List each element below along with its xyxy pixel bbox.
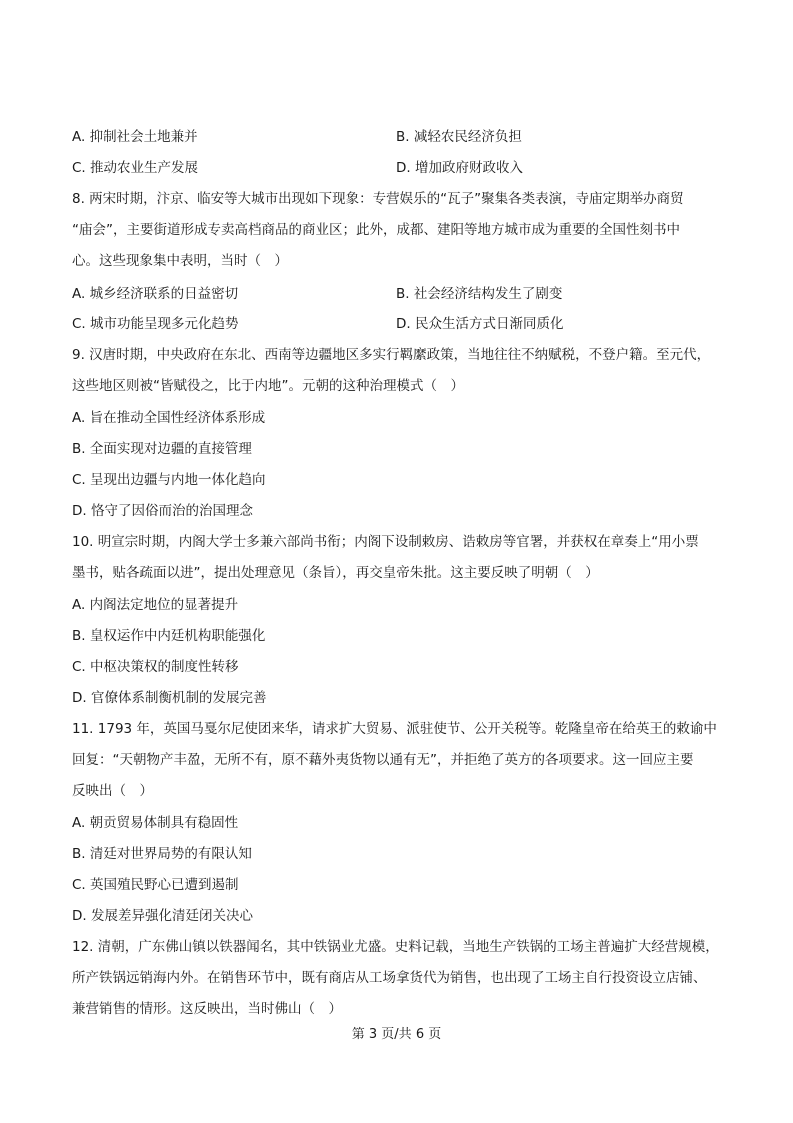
q9-option-c: C. 呈现出边疆与内地一体化趋向 (72, 472, 266, 488)
q9-option-a: A. 旨在推动全国性经济体系形成 (72, 410, 266, 426)
q12-stem-line-2: 所产铁锅远销海内外。在销售环节中，既有商店从工场拿货代为销售，也出现了工场主自行投资设立店铺、 (72, 970, 707, 986)
q9-option-d: D. 恪守了因俗而治的治国理念 (72, 503, 253, 519)
q10-stem-line-2: 墨书，贴各疏面以进”，提出处理意见（条旨），再交皇帝朱批。这主要反映了明朝（ ） (72, 565, 599, 581)
q8-stem-line-1: 8. 两宋时期，汴京、临安等大城市出现如下现象：专营娱乐的“瓦子”聚集各类表演，寺庙定期举办商贸 (72, 191, 684, 207)
q10-option-b: B. 皇权运作中内廷机构职能强化 (72, 628, 266, 644)
q8-stem-line-3: 心。这些现象集中表明，当时（ ） (72, 253, 288, 269)
q11-stem-line-1: 11. 1793 年，英国马戛尔尼使团来华，请求扩大贸易、派驻使节、公开关税等。乾隆皇帝在给英王的敕谕中 (72, 721, 717, 737)
q10-option-c: C. 中枢决策权的制度性转移 (72, 659, 239, 675)
q11-stem-line-3: 反映出（ ） (72, 783, 153, 799)
q12-stem-line-3: 兼营销售的情形。这反映出，当时佛山（ ） (72, 1001, 342, 1017)
q9-stem-line-2: 这些地区则被“皆赋役之，比于内地”。元朝的这种治理模式（ ） (72, 378, 464, 394)
q8-option-c: C. 城市功能呈现多元化趋势 (72, 316, 239, 332)
q7-option-a: A. 抑制社会土地兼并 (72, 129, 198, 145)
q11-option-d: D. 发展差异强化清廷闭关决心 (72, 908, 253, 924)
q11-stem-line-2: 回复：“天朝物产丰盈，无所不有，原不藉外夷货物以通有无”，并拒绝了英方的各项要求。这一回应主要 (72, 752, 694, 768)
q7-option-d: D. 增加政府财政收入 (396, 160, 523, 176)
q7-option-b: B. 减轻农民经济负担 (396, 129, 522, 145)
q11-option-c: C. 英国殖民野心已遭到遏制 (72, 877, 239, 893)
q8-option-a: A. 城乡经济联系的日益密切 (72, 286, 239, 302)
q10-stem-line-1: 10. 明宣宗时期，内阁大学士多兼六部尚书衔；内阁下设制敕房、诰敕房等官署，并获权在章奏上“用小票 (72, 534, 699, 550)
page-number-footer: 第 3 页/共 6 页 (351, 1027, 442, 1042)
q12-stem-line-1: 12. 清朝，广东佛山镇以铁器闻名，其中铁锅业尤盛。史料记载，当地生产铁锅的工场主普遍扩大经营规模， (72, 939, 719, 955)
q9-option-b: B. 全面实现对边疆的直接管理 (72, 441, 252, 457)
q8-option-b: B. 社会经济结构发生了剧变 (396, 286, 563, 302)
q8-option-d: D. 民众生活方式日渐同质化 (396, 316, 564, 332)
q7-option-c: C. 推动农业生产发展 (72, 160, 199, 176)
q11-option-a: A. 朝贡贸易体制具有稳固性 (72, 815, 239, 831)
q10-option-d: D. 官僚体系制衡机制的发展完善 (72, 690, 267, 706)
q11-option-b: B. 清廷对世界局势的有限认知 (72, 846, 252, 862)
q10-option-a: A. 内阁法定地位的显著提升 (72, 597, 239, 613)
q9-stem-line-1: 9. 汉唐时期，中央政府在东北、西南等边疆地区多实行羁縻政策，当地往往不纳赋税，不登户籍。至元代， (72, 347, 711, 363)
q8-stem-line-2: “庙会”，主要街道形成专卖高档商品的商业区；此外，成都、建阳等地方城市成为重要的全国性刻书中 (72, 222, 680, 238)
